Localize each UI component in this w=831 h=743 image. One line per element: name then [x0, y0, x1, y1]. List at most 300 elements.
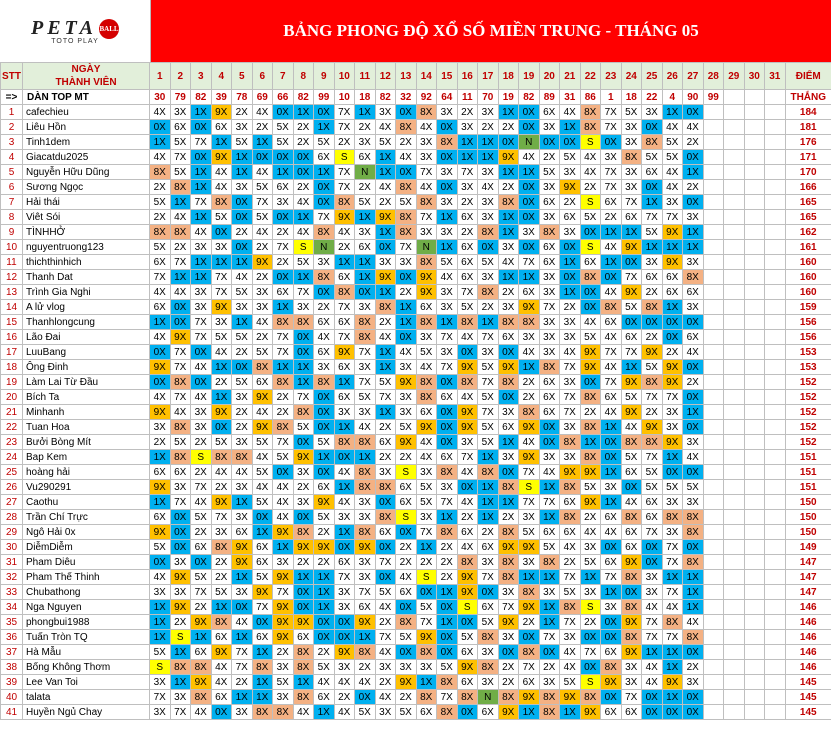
day-cell: 0X	[683, 360, 704, 375]
day-cell: 7X	[191, 585, 212, 600]
day-cell: 0X	[252, 150, 273, 165]
day-cell: 9X	[252, 420, 273, 435]
day-cell: 3X	[293, 465, 314, 480]
day-cell: 4X	[642, 660, 663, 675]
day-cell: 6X	[539, 195, 560, 210]
day-cell: 5X	[416, 600, 437, 615]
member-points: 152	[785, 375, 831, 390]
day-cell: 9X	[150, 525, 171, 540]
day-cell: 1X	[232, 495, 253, 510]
day-cell	[703, 360, 724, 375]
day-cell: 8X	[211, 615, 232, 630]
member-points: 152	[785, 435, 831, 450]
day-cell: 5X	[621, 300, 642, 315]
day-cell: 3X	[683, 210, 704, 225]
row-stt: 22	[1, 420, 23, 435]
day-cell	[703, 405, 724, 420]
day-cell: 6X	[560, 210, 581, 225]
day-cell: 4X	[252, 105, 273, 120]
day-cell: 4X	[601, 405, 622, 420]
day-cell: 1X	[519, 705, 540, 720]
day-cell: 5X	[416, 480, 437, 495]
day-cell	[744, 465, 765, 480]
day-cell: 2X	[396, 135, 417, 150]
day-cell: 0X	[396, 525, 417, 540]
day-cell: 0X	[375, 240, 396, 255]
table-row	[1, 600, 831, 615]
day-cell: 6X	[457, 255, 478, 270]
day-cell: S	[191, 450, 212, 465]
day-cell: 6X	[539, 255, 560, 270]
day-cell	[724, 315, 745, 330]
day-cell: 4X	[601, 330, 622, 345]
member-name: Thanh Dat	[23, 270, 150, 285]
day-cell: 5X	[662, 480, 683, 495]
day-cell: 8X	[314, 375, 335, 390]
day-cell: 9X	[519, 420, 540, 435]
day-cell: 7X	[191, 135, 212, 150]
day-cell: 1X	[191, 630, 212, 645]
table-row	[1, 675, 831, 690]
day-cell: 9X	[396, 435, 417, 450]
day-cell: 1X	[498, 495, 519, 510]
day-cell: 6X	[334, 270, 355, 285]
day-cell: 0X	[396, 600, 417, 615]
day-cell: 2X	[437, 570, 458, 585]
day-cell: 0X	[355, 690, 376, 705]
points-header: ĐIỂM	[785, 63, 831, 90]
day-cell	[724, 225, 745, 240]
day-cell: 3X	[252, 285, 273, 300]
day-cell: 4X	[621, 420, 642, 435]
day-cell: 2X	[437, 555, 458, 570]
day-cell: 7X	[642, 615, 663, 630]
day-cell: 6X	[150, 465, 171, 480]
day-cell: 5X	[396, 705, 417, 720]
day-cell: 3X	[457, 120, 478, 135]
day-cell: 2X	[642, 285, 663, 300]
member-name: DiễmDiễm	[23, 540, 150, 555]
day-cell: 1X	[252, 645, 273, 660]
member-name: Pham Diêu	[23, 555, 150, 570]
day-cell: 9X	[416, 420, 437, 435]
top-number: 18	[621, 90, 642, 105]
day-cell: 1X	[314, 600, 335, 615]
day-cell: 6X	[314, 690, 335, 705]
day-cell: 8X	[539, 705, 560, 720]
day-cell: 0X	[314, 615, 335, 630]
day-cell: 7X	[334, 570, 355, 585]
day-cell: 3X	[560, 225, 581, 240]
day-cell: 9X	[498, 540, 519, 555]
day-cell: 0X	[498, 465, 519, 480]
day-cell: 0X	[683, 645, 704, 660]
day-cell	[744, 615, 765, 630]
day-cell: 7X	[621, 195, 642, 210]
day-cell: 0X	[334, 630, 355, 645]
day-cell: 3X	[662, 495, 683, 510]
day-cell: 2X	[457, 510, 478, 525]
day-cell: 1X	[539, 480, 560, 495]
day-cell: 7X	[437, 690, 458, 705]
day-cell: 3X	[355, 360, 376, 375]
day-cell: 4X	[314, 330, 335, 345]
member-points: 156	[785, 315, 831, 330]
day-cell: 8X	[232, 450, 253, 465]
day-cell: 7X	[252, 195, 273, 210]
top-number: 18	[355, 90, 376, 105]
day-cell: 4X	[191, 360, 212, 375]
arrow-marker: =>	[1, 90, 23, 105]
row-stt: 41	[1, 705, 23, 720]
day-cell: 4X	[334, 675, 355, 690]
day-cell: 6X	[621, 705, 642, 720]
day-cell: 0X	[580, 285, 601, 300]
day-cell: 3X	[662, 195, 683, 210]
day-cell: 8X	[621, 435, 642, 450]
day-cell: 1X	[437, 585, 458, 600]
day-cell: 5X	[252, 570, 273, 585]
day-cell: 4X	[683, 345, 704, 360]
member-name: Minhanh	[23, 405, 150, 420]
day-cell: 2X	[211, 555, 232, 570]
day-cell: 4X	[457, 390, 478, 405]
table-row	[1, 465, 831, 480]
day-cell: 0X	[273, 210, 294, 225]
day-cell	[765, 120, 786, 135]
day-cell: 8X	[498, 525, 519, 540]
day-cell: 4X	[252, 480, 273, 495]
logo-subtext: TOTO PLAY	[51, 38, 99, 45]
day-cell: 5X	[437, 660, 458, 675]
day-cell: 4X	[355, 420, 376, 435]
day-cell: 6X	[457, 525, 478, 540]
day-cell: 6X	[170, 465, 191, 480]
day-cell: 2X	[478, 525, 499, 540]
top-number: 19	[498, 90, 519, 105]
day-cell: 6X	[683, 285, 704, 300]
day-cell: 5X	[211, 210, 232, 225]
day-cell: 6X	[355, 150, 376, 165]
table-row	[1, 705, 831, 720]
day-cell	[765, 225, 786, 240]
day-cell: 1X	[683, 585, 704, 600]
day-cell: 8X	[211, 540, 232, 555]
day-cell: 3X	[662, 405, 683, 420]
day-cell: 5X	[170, 435, 191, 450]
day-cell: 7X	[416, 525, 437, 540]
day-cell: 4X	[683, 615, 704, 630]
day-cell: 1X	[601, 255, 622, 270]
day-cell: 4X	[232, 465, 253, 480]
day-cell: 3X	[498, 240, 519, 255]
day-cell: 3X	[478, 210, 499, 225]
day-cell: 1X	[334, 525, 355, 540]
day-cell: 6X	[621, 210, 642, 225]
day-cell: 2X	[334, 135, 355, 150]
day-cell: 7X	[232, 660, 253, 675]
top-number: 1	[601, 90, 622, 105]
day-cell: 5X	[642, 465, 663, 480]
member-points: 153	[785, 360, 831, 375]
day-cell: 3X	[170, 585, 191, 600]
day-cell: 0X	[498, 645, 519, 660]
day-cell: 8X	[334, 285, 355, 300]
day-cell: 8X	[519, 645, 540, 660]
day-cell: 4X	[457, 540, 478, 555]
day-cell	[744, 150, 765, 165]
day-cell: 5X	[662, 150, 683, 165]
member-name: Bích Ta	[23, 390, 150, 405]
day-cell	[724, 330, 745, 345]
day-cell: 2X	[478, 300, 499, 315]
day-cell	[744, 705, 765, 720]
day-cell: 4X	[416, 360, 437, 375]
member-name: A lử vlog	[23, 300, 150, 315]
day-cell: 8X	[170, 660, 191, 675]
day-cell: 3X	[396, 360, 417, 375]
day-cell	[765, 150, 786, 165]
day-cell: 4X	[252, 405, 273, 420]
day-cell: 0X	[170, 315, 191, 330]
day-cell: 6X	[416, 705, 437, 720]
day-cell: 1X	[334, 480, 355, 495]
day-cell: 8X	[560, 510, 581, 525]
day-cell: 6X	[683, 330, 704, 345]
day-header: 6	[252, 63, 273, 90]
day-cell: 0X	[150, 375, 171, 390]
day-cell: 1X	[580, 570, 601, 585]
day-cell: 7X	[560, 360, 581, 375]
day-cell: 5X	[252, 465, 273, 480]
score-table	[0, 62, 831, 720]
day-cell: 2X	[457, 105, 478, 120]
member-points: 146	[785, 600, 831, 615]
table-row	[1, 345, 831, 360]
day-cell: 8X	[396, 210, 417, 225]
day-cell	[765, 510, 786, 525]
day-cell: 3X	[437, 225, 458, 240]
day-cell: 9X	[211, 105, 232, 120]
day-cell: 0X	[498, 345, 519, 360]
day-cell	[765, 315, 786, 330]
day-cell: 7X	[191, 480, 212, 495]
day-cell: 4X	[355, 675, 376, 690]
day-cell: 6X	[621, 330, 642, 345]
day-cell	[724, 345, 745, 360]
day-cell: 4X	[232, 615, 253, 630]
row-stt: 6	[1, 180, 23, 195]
day-cell: 5X	[314, 135, 335, 150]
top-number: 11	[457, 90, 478, 105]
day-cell: 9X	[252, 255, 273, 270]
day-header: 16	[457, 63, 478, 90]
day-cell: 8X	[498, 555, 519, 570]
day-cell	[765, 690, 786, 705]
day-cell	[703, 240, 724, 255]
day-cell: 0X	[437, 150, 458, 165]
day-cell: 7X	[252, 600, 273, 615]
day-cell: 9X	[252, 585, 273, 600]
day-cell: 1X	[150, 450, 171, 465]
day-cell: 8X	[498, 570, 519, 585]
day-cell: 6X	[498, 420, 519, 435]
day-cell: 2X	[334, 690, 355, 705]
day-cell: 0X	[273, 270, 294, 285]
day-cell: 3X	[478, 645, 499, 660]
member-name: Nga Nguyen	[23, 600, 150, 615]
day-cell: 1X	[232, 255, 253, 270]
day-header: 8	[293, 63, 314, 90]
day-cell: 2X	[355, 120, 376, 135]
day-cell: 8X	[662, 615, 683, 630]
day-cell	[703, 570, 724, 585]
day-cell: 2X	[396, 285, 417, 300]
day-cell: 8X	[293, 315, 314, 330]
day-cell: 5X	[580, 480, 601, 495]
day-cell	[724, 420, 745, 435]
top-number: 86	[580, 90, 601, 105]
day-cell: 3X	[416, 660, 437, 675]
day-cell: 2X	[478, 120, 499, 135]
day-cell: 8X	[273, 375, 294, 390]
day-cell: 0X	[293, 330, 314, 345]
day-cell: 2X	[191, 465, 212, 480]
day-cell: 4X	[273, 480, 294, 495]
day-cell: 1X	[355, 105, 376, 120]
day-cell: 4X	[601, 360, 622, 375]
day-cell: 1X	[375, 345, 396, 360]
day-cell: 5X	[211, 585, 232, 600]
day-cell: 1X	[150, 135, 171, 150]
day-cell: 1X	[252, 525, 273, 540]
day-cell: 8X	[396, 615, 417, 630]
day-cell: 9X	[560, 465, 581, 480]
table-row	[1, 480, 831, 495]
member-points: 150	[785, 510, 831, 525]
day-cell	[765, 180, 786, 195]
day-cell: 9X	[293, 540, 314, 555]
day-cell: 6X	[457, 645, 478, 660]
stt-header: STT	[1, 63, 23, 90]
day-cell: 0X	[211, 225, 232, 240]
row-stt: 33	[1, 585, 23, 600]
day-cell: 9X	[334, 645, 355, 660]
day-cell	[703, 585, 724, 600]
day-cell: 8X	[621, 630, 642, 645]
day-cell: 1X	[170, 645, 191, 660]
day-cell: 7X	[662, 390, 683, 405]
day-cell: 4X	[211, 465, 232, 480]
day-cell: 3X	[498, 585, 519, 600]
day-cell: 3X	[478, 675, 499, 690]
day-cell	[703, 225, 724, 240]
day-cell: 0X	[232, 600, 253, 615]
day-cell: 6X	[642, 510, 663, 525]
day-cell: 1X	[519, 360, 540, 375]
day-cell: 1X	[560, 120, 581, 135]
day-cell: 6X	[416, 300, 437, 315]
day-cell	[744, 180, 765, 195]
day-cell	[744, 210, 765, 225]
day-cell: 0X	[232, 195, 253, 210]
day-cell: 9X	[211, 495, 232, 510]
day-cell: 3X	[478, 555, 499, 570]
day-cell: 3X	[642, 585, 663, 600]
top-row-label: DÀN TOP MT	[23, 90, 150, 105]
day-cell: 5X	[211, 330, 232, 345]
day-cell: 3X	[232, 510, 253, 525]
day-cell: 7X	[478, 375, 499, 390]
day-cell: 7X	[642, 630, 663, 645]
day-cell: 3X	[498, 450, 519, 465]
day-header: 11	[355, 63, 376, 90]
day-cell	[703, 210, 724, 225]
day-cell	[744, 165, 765, 180]
day-cell: 2X	[519, 615, 540, 630]
day-cell: 3X	[273, 690, 294, 705]
day-cell	[703, 150, 724, 165]
day-cell: 2X	[314, 525, 335, 540]
day-header: 13	[396, 63, 417, 90]
day-cell: 2X	[191, 525, 212, 540]
day-cell: 0X	[191, 555, 212, 570]
day-cell: 3X	[457, 180, 478, 195]
day-cell: 7X	[375, 630, 396, 645]
day-cell: 2X	[457, 195, 478, 210]
day-cell: 1X	[662, 645, 683, 660]
day-cell: 1X	[642, 195, 663, 210]
row-stt: 38	[1, 660, 23, 675]
day-cell: 3X	[211, 315, 232, 330]
day-cell: 6X	[457, 270, 478, 285]
day-cell: 7X	[293, 285, 314, 300]
day-cell: 7X	[519, 660, 540, 675]
day-cell: 5X	[232, 330, 253, 345]
day-cell: 1X	[293, 210, 314, 225]
row-stt: 15	[1, 315, 23, 330]
day-cell: 9X	[457, 660, 478, 675]
day-cell: 1X	[314, 570, 335, 585]
table-row	[1, 315, 831, 330]
day-header: 30	[744, 63, 765, 90]
day-cell: 8X	[498, 375, 519, 390]
day-cell: 8X	[375, 510, 396, 525]
day-cell: 5X	[150, 540, 171, 555]
day-cell: 7X	[375, 390, 396, 405]
day-cell: 5X	[642, 150, 663, 165]
day-cell: 2X	[683, 660, 704, 675]
day-cell: 6X	[498, 330, 519, 345]
day-cell: 0X	[273, 105, 294, 120]
day-cell: 8X	[416, 690, 437, 705]
day-cell: 7X	[478, 330, 499, 345]
day-cell: 8X	[519, 405, 540, 420]
day-cell: 0X	[683, 150, 704, 165]
day-cell: 8X	[498, 480, 519, 495]
day-cell: 3X	[355, 300, 376, 315]
day-cell: 8X	[170, 225, 191, 240]
day-cell	[724, 570, 745, 585]
day-cell: 0X	[437, 420, 458, 435]
day-cell: 3X	[519, 225, 540, 240]
day-cell: 0X	[621, 480, 642, 495]
day-cell: 2X	[642, 405, 663, 420]
day-cell: 3X	[601, 600, 622, 615]
day-cell	[765, 420, 786, 435]
day-cell: 9X	[211, 150, 232, 165]
day-cell: 9X	[662, 255, 683, 270]
